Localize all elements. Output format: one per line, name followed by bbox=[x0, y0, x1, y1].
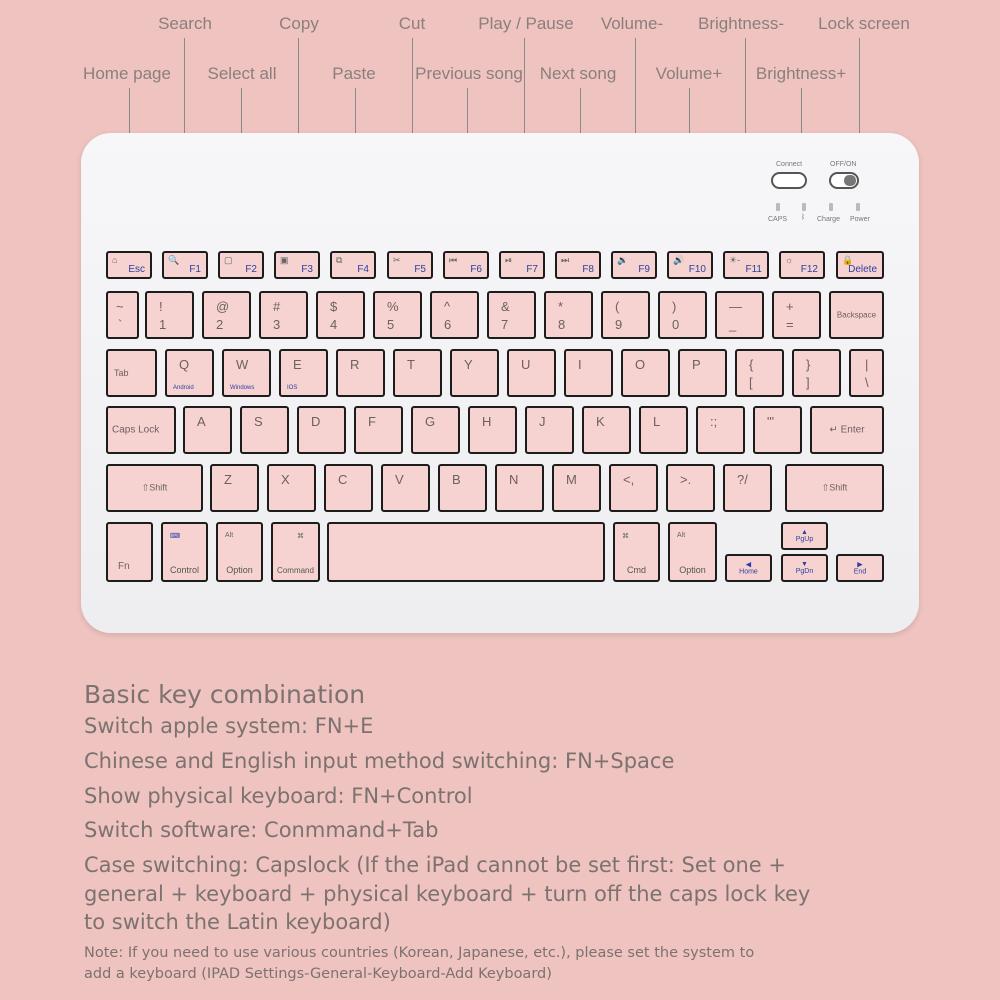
info-line: Case switching: Capslock (If the iPad cannot be set first: Set one + bbox=[84, 853, 787, 877]
key-upper: P bbox=[692, 357, 701, 372]
brightness-down-icon: ☀- bbox=[729, 255, 741, 265]
key-equals[interactable] bbox=[772, 291, 821, 339]
key-0[interactable] bbox=[658, 291, 707, 339]
power-switch[interactable] bbox=[829, 172, 859, 189]
callout-select-all: Select all bbox=[207, 64, 277, 83]
key-r[interactable] bbox=[336, 349, 385, 397]
pgup-label: ▲ PgUp bbox=[795, 529, 814, 543]
home-label: ◀ Home bbox=[739, 561, 758, 576]
key-upper: K bbox=[596, 414, 605, 429]
play-pause-icon: ⏯ bbox=[505, 255, 513, 265]
key-a[interactable] bbox=[183, 406, 232, 454]
select-all-icon: ▢ bbox=[224, 255, 233, 265]
key-upper: { bbox=[749, 357, 754, 372]
key-control[interactable] bbox=[161, 522, 208, 582]
key-f4[interactable] bbox=[330, 251, 376, 279]
key-space[interactable] bbox=[327, 522, 605, 582]
key-lower: 0 bbox=[672, 317, 680, 332]
key-lower: \ bbox=[865, 375, 869, 390]
key-f10[interactable] bbox=[667, 251, 713, 279]
power-led-label: Power bbox=[850, 216, 870, 223]
key-g[interactable] bbox=[411, 406, 460, 454]
key-cmd[interactable] bbox=[613, 522, 660, 582]
key-upper: — bbox=[729, 299, 742, 314]
key-upper: ?/ bbox=[737, 472, 748, 487]
key-l[interactable] bbox=[639, 406, 688, 454]
key-left-bracket[interactable] bbox=[735, 349, 784, 397]
callout-brightness-down: Brightness- bbox=[698, 14, 784, 33]
key-upper: * bbox=[558, 299, 564, 314]
key-upper: & bbox=[501, 299, 510, 314]
key-upper: $ bbox=[330, 299, 338, 314]
key-upper: # bbox=[273, 299, 281, 314]
key-upper: I bbox=[578, 357, 582, 372]
callout-cut: Cut bbox=[398, 14, 426, 33]
key-upper: :; bbox=[710, 414, 718, 429]
key-1[interactable] bbox=[145, 291, 194, 339]
key-f11[interactable] bbox=[723, 251, 769, 279]
key-s[interactable] bbox=[240, 406, 289, 454]
key-label: F11 bbox=[745, 264, 762, 275]
key-label: F2 bbox=[245, 264, 257, 275]
key-alt: Alt bbox=[677, 532, 686, 539]
key-option[interactable] bbox=[216, 522, 263, 582]
key-upper: M bbox=[566, 472, 577, 487]
key-label: End bbox=[853, 568, 867, 576]
key-h[interactable] bbox=[468, 406, 517, 454]
end-label: ▶ End bbox=[853, 561, 867, 576]
power-switch-knob bbox=[844, 175, 856, 186]
off-on-label: OFF/ON bbox=[830, 161, 857, 168]
power-led bbox=[856, 203, 860, 211]
key-alt: Alt bbox=[225, 532, 234, 539]
shift-label: ⇧Shift bbox=[821, 482, 848, 493]
callout-play-pause: Play / Pause bbox=[478, 14, 574, 33]
caps-led-label: CAPS bbox=[768, 216, 788, 223]
key-label: F5 bbox=[414, 264, 426, 275]
info-line: general + keyboard + physical keyboard + turn off the caps lock key bbox=[84, 882, 811, 906]
key-left-shift[interactable] bbox=[106, 464, 203, 512]
key-f[interactable] bbox=[354, 406, 403, 454]
key-7[interactable] bbox=[487, 291, 536, 339]
key-lower: 7 bbox=[501, 317, 509, 332]
key-label: F1 bbox=[189, 264, 201, 275]
callout-paste: Paste bbox=[332, 64, 376, 83]
key-label: Shift bbox=[149, 482, 168, 493]
key-label: Esc bbox=[128, 264, 145, 275]
charge-led-label: Charge bbox=[817, 216, 840, 223]
key-upper: "' bbox=[767, 414, 775, 429]
key-lower: [ bbox=[749, 375, 753, 390]
key-backslash[interactable] bbox=[849, 349, 884, 397]
key-sub: Windows bbox=[230, 385, 255, 391]
key-z[interactable] bbox=[210, 464, 259, 512]
key-label: Backspace bbox=[836, 310, 877, 320]
next-song-icon: ⏭ bbox=[561, 255, 570, 265]
key-f9[interactable] bbox=[611, 251, 657, 279]
key-label: F3 bbox=[301, 264, 313, 275]
key-label: Option bbox=[679, 565, 706, 575]
key-lower: = bbox=[786, 317, 794, 332]
paste-icon: ⧉ bbox=[336, 255, 343, 265]
callout-next-song: Next song bbox=[539, 64, 617, 83]
key-right-bracket[interactable] bbox=[792, 349, 841, 397]
key-f5[interactable] bbox=[387, 251, 433, 279]
pgdn-label: ▼ PgDn bbox=[795, 561, 814, 575]
key-lower: _ bbox=[729, 317, 737, 332]
key-label: Shift bbox=[829, 482, 848, 493]
key-quote[interactable] bbox=[753, 406, 802, 454]
key-o[interactable] bbox=[621, 349, 670, 397]
key-upper: Q bbox=[179, 357, 190, 372]
key-2[interactable] bbox=[202, 291, 251, 339]
key-label: F6 bbox=[470, 264, 482, 275]
key-upper: R bbox=[350, 357, 360, 372]
key-home[interactable] bbox=[725, 554, 772, 582]
key-f2[interactable] bbox=[218, 251, 264, 279]
key-w[interactable] bbox=[222, 349, 271, 397]
command-icon: ⌘ bbox=[622, 533, 629, 540]
key-y[interactable] bbox=[450, 349, 499, 397]
key-upper: ^ bbox=[444, 299, 451, 314]
key-label: Enter bbox=[840, 424, 865, 436]
key-upper: T bbox=[407, 357, 415, 372]
key-upper: V bbox=[395, 472, 404, 487]
enter-arrow-label: ↵ Enter bbox=[829, 424, 865, 436]
key-upper: Z bbox=[224, 472, 232, 487]
key-sub: IOS bbox=[287, 385, 298, 391]
connect-label: Connect bbox=[776, 161, 803, 168]
key-caps-lock[interactable] bbox=[106, 406, 176, 454]
key-3[interactable] bbox=[259, 291, 308, 339]
key-upper: A bbox=[197, 414, 206, 429]
key-u[interactable] bbox=[507, 349, 556, 397]
key-j[interactable] bbox=[525, 406, 574, 454]
info-heading: Basic key combination bbox=[84, 680, 366, 709]
key-upper: ( bbox=[615, 299, 620, 314]
key-p[interactable] bbox=[678, 349, 727, 397]
key-upper: F bbox=[368, 414, 376, 429]
brightness-up-icon: ☼ bbox=[785, 255, 794, 265]
key-upper: W bbox=[236, 357, 249, 372]
key-upper: B bbox=[452, 472, 461, 487]
callout-volume-up: Volume+ bbox=[655, 64, 723, 83]
key-f8[interactable] bbox=[555, 251, 601, 279]
key-lower: 2 bbox=[216, 317, 224, 332]
key-end[interactable] bbox=[836, 554, 884, 582]
callout-previous-song: Previous song bbox=[415, 64, 523, 83]
key-label: PgDn bbox=[795, 568, 814, 575]
key-pgup[interactable] bbox=[781, 522, 828, 550]
key-label: PgUp bbox=[795, 536, 814, 543]
key-t[interactable] bbox=[393, 349, 442, 397]
info-line: Show physical keyboard: FN+Control bbox=[84, 784, 473, 808]
volume-down-icon: 🔉 bbox=[617, 255, 629, 265]
key-q[interactable] bbox=[165, 349, 214, 397]
key-esc[interactable] bbox=[106, 251, 152, 279]
key-label: F9 bbox=[638, 264, 650, 275]
volume-up-icon: 🔊 bbox=[673, 255, 685, 265]
key-4[interactable] bbox=[316, 291, 365, 339]
key-b[interactable] bbox=[438, 464, 487, 512]
key-label: F8 bbox=[582, 264, 594, 275]
copy-icon: ▣ bbox=[280, 255, 289, 265]
key-fn[interactable] bbox=[106, 522, 153, 582]
info-note: add a keyboard (IPAD Settings-General-Keyboard-Add Keyboard) bbox=[84, 966, 552, 982]
key-slash[interactable] bbox=[723, 464, 772, 512]
info-line: Switch software: Conmmand+Tab bbox=[84, 818, 439, 842]
key-pgdn[interactable] bbox=[781, 554, 828, 582]
callout-brightness-up: Brightness+ bbox=[755, 64, 847, 83]
key-right-shift[interactable] bbox=[785, 464, 884, 512]
key-semicolon[interactable] bbox=[696, 406, 745, 454]
key-8[interactable] bbox=[544, 291, 593, 339]
key-upper: @ bbox=[216, 299, 230, 314]
key-upper: N bbox=[509, 472, 519, 487]
key-upper: >. bbox=[680, 472, 692, 487]
key-comma[interactable] bbox=[609, 464, 658, 512]
key-label: F10 bbox=[688, 264, 706, 275]
key-n[interactable] bbox=[495, 464, 544, 512]
bluetooth-led bbox=[802, 203, 806, 211]
search-icon: 🔍 bbox=[168, 255, 180, 265]
key-label: F4 bbox=[357, 264, 369, 275]
caps-led bbox=[776, 203, 780, 211]
key-enter[interactable] bbox=[810, 406, 884, 454]
key-lower: 5 bbox=[387, 317, 395, 332]
key-label: Home bbox=[739, 568, 758, 576]
key-f12[interactable] bbox=[779, 251, 825, 279]
key-label: F7 bbox=[526, 264, 538, 275]
key-label: Cmd bbox=[626, 565, 646, 575]
key-label: Caps Lock bbox=[112, 424, 160, 436]
key-lower: 4 bbox=[330, 317, 338, 332]
key-f3[interactable] bbox=[274, 251, 320, 279]
key-label: Fn bbox=[118, 561, 130, 572]
key-x[interactable] bbox=[267, 464, 316, 512]
key-backspace[interactable] bbox=[829, 291, 884, 339]
key-5[interactable] bbox=[373, 291, 422, 339]
key-f1[interactable] bbox=[162, 251, 208, 279]
key-label: Control bbox=[169, 565, 199, 575]
key-upper: C bbox=[338, 472, 348, 487]
key-upper: X bbox=[281, 472, 290, 487]
key-upper: O bbox=[635, 357, 646, 372]
connect-button[interactable] bbox=[771, 172, 807, 189]
key-upper: L bbox=[653, 414, 661, 429]
key-9[interactable] bbox=[601, 291, 650, 339]
key-upper: % bbox=[387, 299, 399, 314]
callout-search: Search bbox=[158, 14, 212, 33]
key-d[interactable] bbox=[297, 406, 346, 454]
callout-copy: Copy bbox=[279, 14, 319, 33]
key-lower: 3 bbox=[273, 317, 281, 332]
cut-icon: ✂ bbox=[393, 255, 401, 265]
key-upper: Y bbox=[464, 357, 473, 372]
key-lower: 9 bbox=[615, 317, 623, 332]
shift-label: ⇧Shift bbox=[141, 482, 168, 493]
key-upper: S bbox=[254, 414, 263, 429]
key-lower: ] bbox=[806, 375, 810, 390]
key-upper: ) bbox=[672, 299, 677, 314]
key-c[interactable] bbox=[324, 464, 373, 512]
key-upper: H bbox=[482, 414, 492, 429]
key-lower: 1 bbox=[159, 317, 167, 332]
key-upper: <, bbox=[623, 472, 635, 487]
key-label: Option bbox=[226, 565, 253, 575]
key-upper: ~ bbox=[116, 299, 124, 314]
callout-home-page: Home page bbox=[83, 64, 171, 83]
key-f6[interactable] bbox=[443, 251, 489, 279]
info-line: Switch apple system: FN+E bbox=[84, 714, 374, 738]
key-backtick[interactable] bbox=[106, 291, 139, 339]
key-6[interactable] bbox=[430, 291, 479, 339]
key-minus[interactable] bbox=[715, 291, 764, 339]
key-upper: U bbox=[521, 357, 531, 372]
key-k[interactable] bbox=[582, 406, 631, 454]
key-label: F12 bbox=[800, 264, 818, 275]
key-command[interactable] bbox=[271, 522, 320, 582]
key-upper: J bbox=[539, 414, 546, 429]
key-upper: D bbox=[311, 414, 321, 429]
key-period[interactable] bbox=[666, 464, 715, 512]
callout-volume-down: Volume- bbox=[600, 14, 664, 33]
key-delete[interactable] bbox=[836, 251, 884, 279]
info-line: Chinese and English input method switching: FN+Space bbox=[84, 749, 675, 773]
key-e[interactable] bbox=[279, 349, 328, 397]
key-lower: ` bbox=[118, 317, 123, 332]
lock-icon: 🔒 bbox=[842, 255, 854, 265]
key-i[interactable] bbox=[564, 349, 613, 397]
info-note: Note: If you need to use various countries (Korean, Japanese, etc.), please set the system to bbox=[84, 945, 755, 961]
key-upper: + bbox=[786, 299, 794, 314]
command-icon: ⌘ bbox=[297, 533, 304, 540]
key-upper: E bbox=[293, 357, 302, 372]
home-icon: ⌂ bbox=[112, 255, 118, 265]
key-upper: } bbox=[806, 357, 811, 372]
key-lower: 6 bbox=[444, 317, 452, 332]
key-label: Tab bbox=[114, 368, 129, 378]
key-sub: Android bbox=[173, 385, 194, 391]
key-v[interactable] bbox=[381, 464, 430, 512]
callout-lock-screen: Lock screen bbox=[818, 14, 910, 33]
key-tab[interactable] bbox=[106, 349, 157, 397]
key-label: Delete bbox=[848, 264, 877, 275]
key-f7[interactable] bbox=[499, 251, 545, 279]
info-line: to switch the Latin keyboard) bbox=[84, 910, 391, 934]
key-option-right[interactable] bbox=[668, 522, 717, 582]
bluetooth-led-label: ᛒ bbox=[801, 214, 806, 221]
key-upper: G bbox=[425, 414, 436, 429]
key-label: Command bbox=[277, 566, 314, 575]
control-icon: ⌨ bbox=[170, 533, 181, 540]
key-upper: | bbox=[865, 357, 869, 372]
key-lower: 8 bbox=[558, 317, 566, 332]
charge-led bbox=[829, 203, 833, 211]
key-m[interactable] bbox=[552, 464, 601, 512]
key-upper: ! bbox=[159, 299, 163, 314]
previous-song-icon: ⏮ bbox=[449, 255, 458, 265]
